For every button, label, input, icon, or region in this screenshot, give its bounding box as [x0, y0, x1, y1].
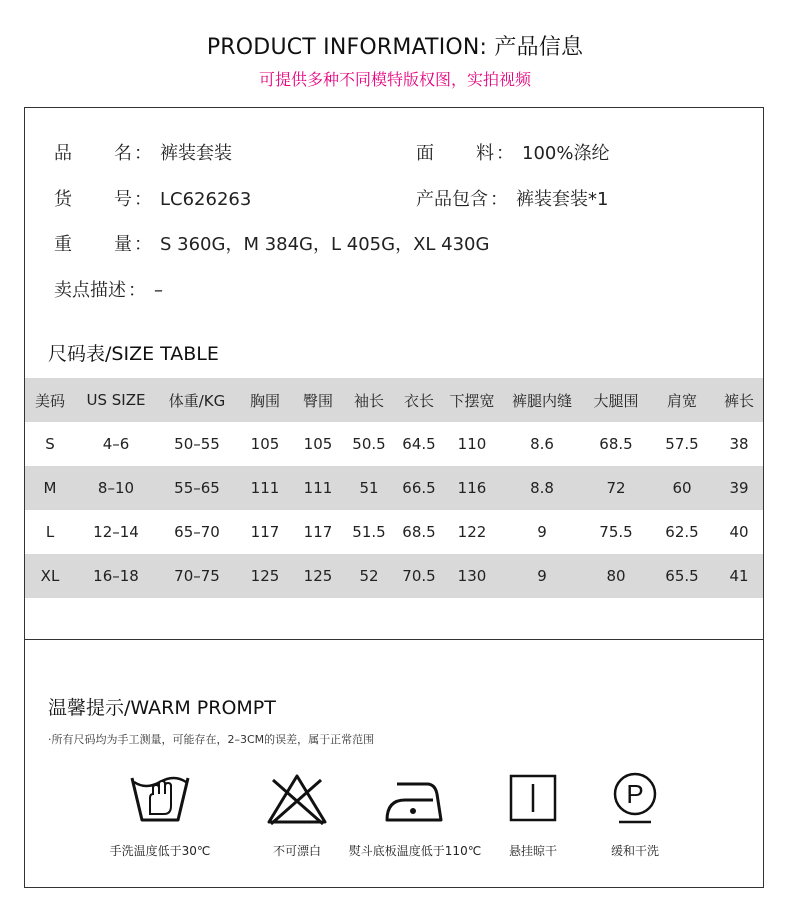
table-cell: 122 [457, 523, 487, 541]
no-bleach-icon [265, 770, 329, 826]
measurement-note: ·所有尺码均为手工测量，可能存在，2–3CM的误差，属于正常范围 [48, 733, 375, 746]
table-cell: 117 [250, 523, 280, 541]
table-cell: 39 [715, 466, 763, 510]
info-selling-value: – [154, 280, 163, 301]
info-selling-label: 卖点描述 [54, 280, 126, 301]
info-fabric-value: 100%涤纶 [522, 143, 610, 164]
table-cell: 52 [343, 554, 395, 598]
table-cell: 70–75 [157, 554, 237, 598]
table-header-cell: US SIZE [75, 378, 157, 422]
table-header-cell: 体重/KG [157, 378, 237, 422]
table-cell: 68.5 [599, 435, 633, 453]
table-header-cell: 臀围 [293, 378, 343, 422]
table-cell: 110 [457, 435, 487, 453]
table-cell: XL [25, 554, 75, 598]
table-header-cell: 裤长 [715, 378, 763, 422]
table-cell: 130 [443, 554, 501, 598]
table-cell: 51 [343, 466, 395, 510]
info-package-value: 裤装套装*1 [516, 189, 609, 210]
dry-clean-symbol: P [626, 779, 644, 809]
table-cell: 111 [293, 466, 343, 510]
table-row [25, 554, 763, 598]
hang-dry-icon [501, 770, 565, 826]
table-cell: 4–6 [102, 435, 130, 453]
table-cell: 62.5 [665, 523, 699, 541]
warm-prompt-title: 温馨提示/WARM PROMPT [48, 697, 276, 719]
table-cell: 12–14 [93, 523, 139, 541]
table-cell: 117 [303, 523, 333, 541]
care-label-no-bleach: 不可漂白 [272, 844, 321, 858]
table-cell: 8–10 [75, 466, 157, 510]
page-title: PRODUCT INFORMATION: 产品信息 [206, 35, 584, 60]
table-cell: 66.5 [395, 466, 443, 510]
table-cell: 50–55 [174, 435, 220, 453]
care-label-hang-dry: 悬挂晾干 [508, 844, 557, 858]
care-dry-clean [560, 770, 710, 826]
care-label-iron: 熨斗底板温度低于110℃ [348, 844, 482, 858]
care-label-hand-wash: 手洗温度低于30℃ [109, 844, 211, 858]
size-table-title: 尺码表/SIZE TABLE [48, 343, 219, 365]
table-cell: 16–18 [75, 554, 157, 598]
table-header-cell: 下摆宽 [443, 378, 501, 422]
table-cell: 105 [303, 435, 333, 453]
info-sku: 货 号 ： LC626263 [54, 185, 251, 211]
info-selling-points: 卖点描述 ： – [54, 280, 163, 301]
table-cell: 64.5 [402, 435, 436, 453]
info-name-value: 裤装套装 [160, 143, 232, 164]
table-cell: 70.5 [395, 554, 443, 598]
table-cell: 51.5 [352, 523, 386, 541]
table-header-row [25, 378, 763, 422]
table-header-cell: 袖长 [343, 378, 395, 422]
iron-low-icon [383, 770, 447, 826]
table-cell: 9 [537, 523, 547, 541]
info-name-label: 品 名 [54, 143, 132, 164]
info-weight-value: S 360G，M 384G，L 405G，XL 430G [160, 234, 490, 255]
table-cell: 41 [715, 554, 763, 598]
table-row [25, 422, 763, 466]
table-cell: 60 [649, 466, 715, 510]
table-cell: S [45, 435, 55, 453]
table-cell: 65.5 [649, 554, 715, 598]
table-cell: 57.5 [665, 435, 699, 453]
table-cell: L [45, 523, 55, 541]
table-cell: 125 [293, 554, 343, 598]
table-cell: 80 [583, 554, 649, 598]
info-fabric: 面 料 ： 100%涤纶 [416, 139, 609, 165]
care-hand-wash [85, 770, 235, 826]
info-fabric-label: 面 料 [416, 143, 494, 164]
info-sku-label: 货 号 [54, 189, 132, 210]
table-header-cell: 肩宽 [649, 378, 715, 422]
size-table [25, 378, 763, 598]
table-cell: 8.6 [530, 435, 554, 453]
dry-clean-p-icon [603, 770, 667, 826]
table-row [25, 466, 763, 510]
table-header-cell: 裤腿内缝 [501, 378, 583, 422]
table-cell: 72 [583, 466, 649, 510]
table-header-cell: 胸围 [237, 378, 293, 422]
table-header-cell: 美码 [25, 378, 75, 422]
info-name: 品 名 ： 裤装套装 [54, 139, 232, 165]
info-weight-label: 重 量 [54, 234, 132, 255]
info-weight: 重 量 ： S 360G，M 384G，L 405G，XL 430G [54, 230, 489, 256]
info-package: 产品包含 ： 裤装套装*1 [416, 189, 609, 210]
info-package-label: 产品包含 [416, 189, 488, 210]
table-cell: 116 [443, 466, 501, 510]
table-cell: 68.5 [402, 523, 436, 541]
table-cell: 105 [250, 435, 280, 453]
table-cell: 9 [501, 554, 583, 598]
table-cell: 75.5 [599, 523, 633, 541]
table-cell: M [25, 466, 75, 510]
table-cell: 40 [729, 523, 749, 541]
table-cell: 55–65 [157, 466, 237, 510]
table-header-cell: 衣长 [395, 378, 443, 422]
hand-wash-icon [128, 770, 192, 826]
table-header-cell: 大腿围 [583, 378, 649, 422]
table-cell: 125 [237, 554, 293, 598]
page-subtitle: 可提供多种不同模特版权图，实拍视频 [258, 70, 531, 89]
care-label-dry-clean: 缓和干洗 [610, 844, 659, 858]
table-cell: 38 [729, 435, 749, 453]
table-cell: 111 [237, 466, 293, 510]
info-sku-value: LC626263 [160, 189, 252, 210]
table-row [25, 510, 763, 554]
table-cell: 65–70 [174, 523, 220, 541]
table-cell: 50.5 [352, 435, 386, 453]
table-cell: 8.8 [501, 466, 583, 510]
